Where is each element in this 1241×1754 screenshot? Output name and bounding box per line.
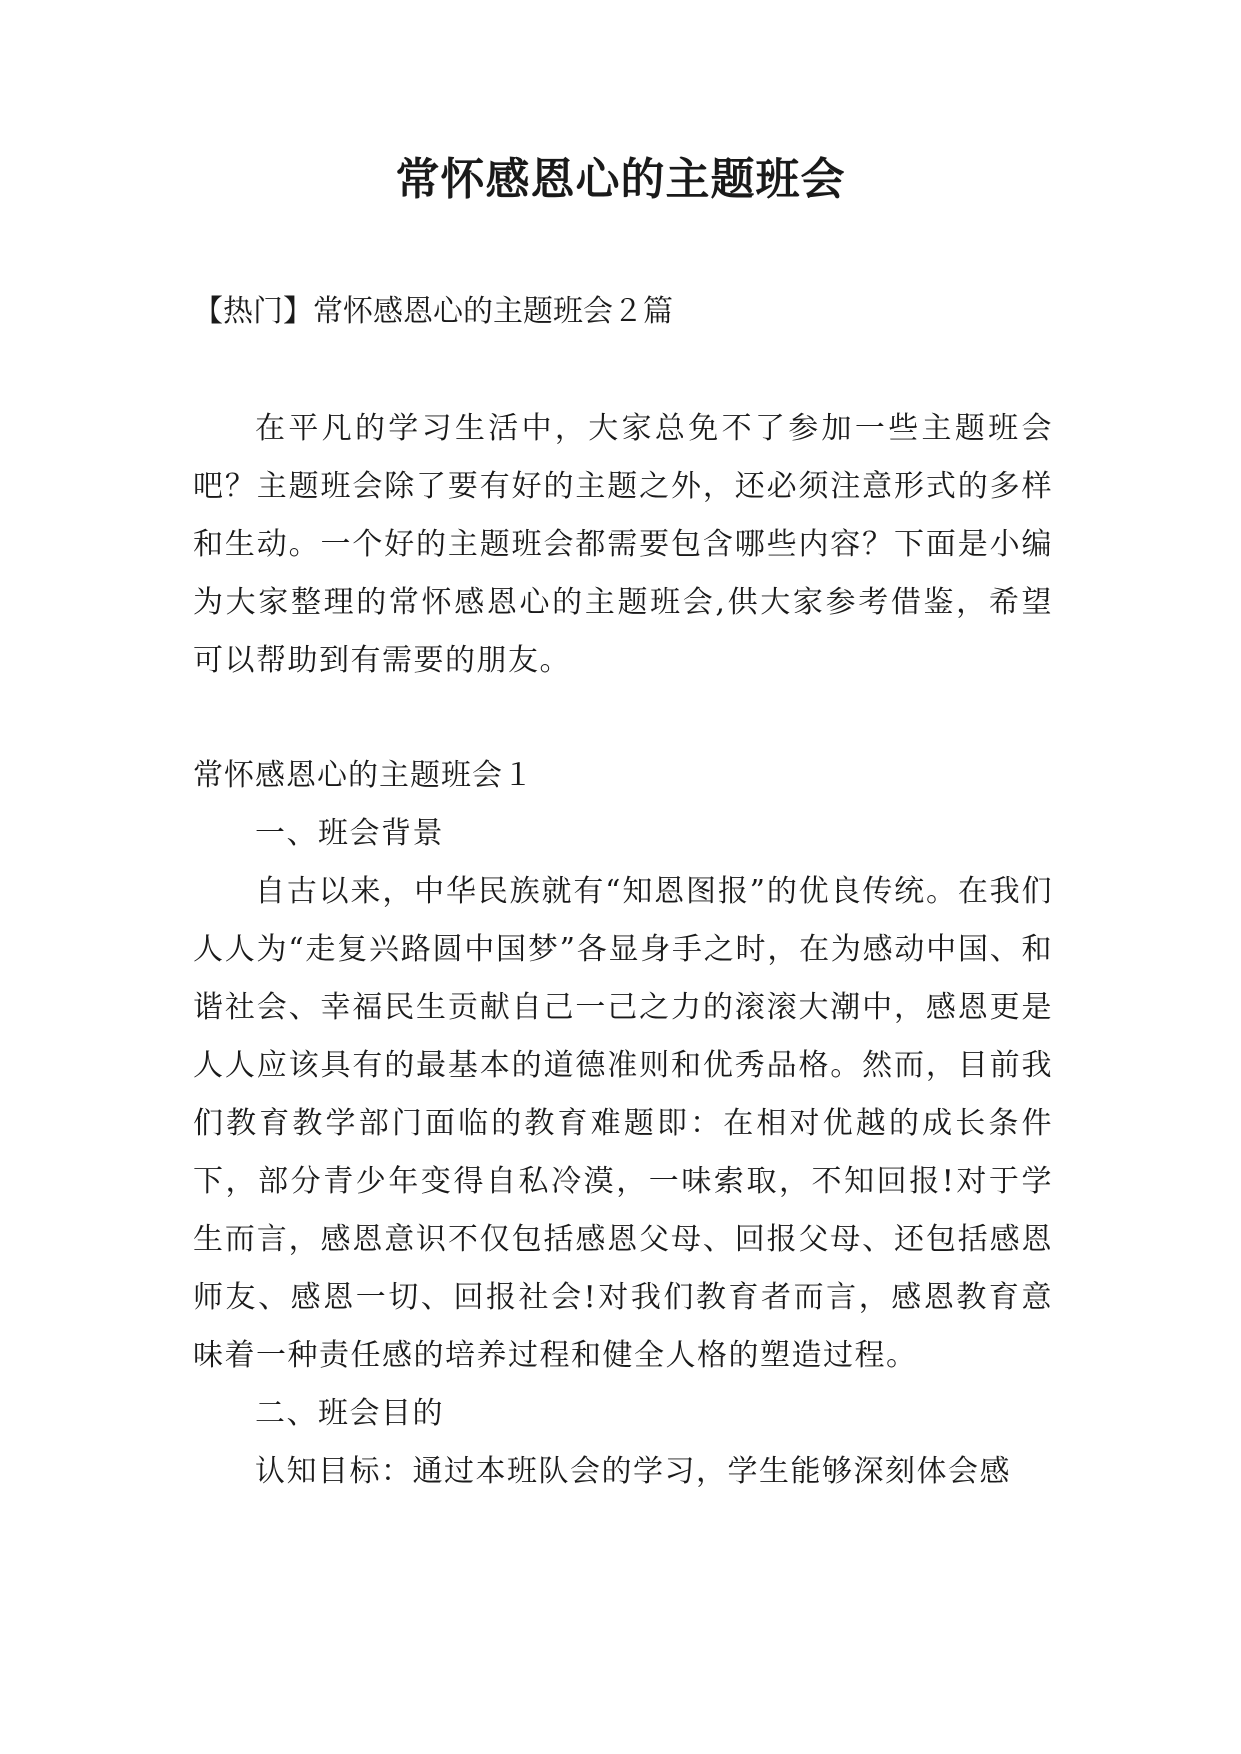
- section-title: 常怀感恩心的主题班会１: [193, 758, 534, 793]
- intro-block: [193, 400, 1053, 690]
- document-subtitle: 【热门】常怀感恩心的主题班会２篇: [193, 294, 673, 329]
- heading-purpose: 二、班会目的: [255, 1396, 444, 1431]
- document-title: 常怀感恩心的主题班会: [395, 154, 846, 205]
- heading-background: 一、班会背景: [255, 816, 444, 851]
- background-paragraph: 自古以来，中华民族就有“知恩图报”的优良传统。在我们人人为“走复兴路圆中国梦”各显身手之时，在为感动中国、和谐社会、幸福民生贡献自己一己之力的滚滚大潮中，感恩更是人人应该具有的最基本的道德准则和优秀品格。然而，目前我们教育教学部门面临的教育难题即：在相对优越的成长条件下，部分青少年变得自私冷漠，一味索取，不知回报!对于学生而言，感恩意识不仅包括感恩父母、回报父母、还包括感恩师友、感恩一切、回报社会!对我们教育者而言，感恩教育意味着一种责任感的培养过程和健全人格的塑造过程。: [193, 874, 1053, 1373]
- purpose-paragraph: 认知目标：通过本班队会的学习，学生能够深刻体会感: [255, 1454, 1011, 1489]
- intro-paragraph: 在平凡的学习生活中，大家总免不了参加一些主题班会吧？主题班会除了要有好的主题之外，还必须注意形式的多样和生动。一个好的主题班会都需要包含哪些内容？下面是小编为大家整理的常怀感恩心的主题班会,供大家参考借鉴，希望可以帮助到有需要的朋友。: [193, 411, 1053, 678]
- section-body: [193, 805, 1053, 1501]
